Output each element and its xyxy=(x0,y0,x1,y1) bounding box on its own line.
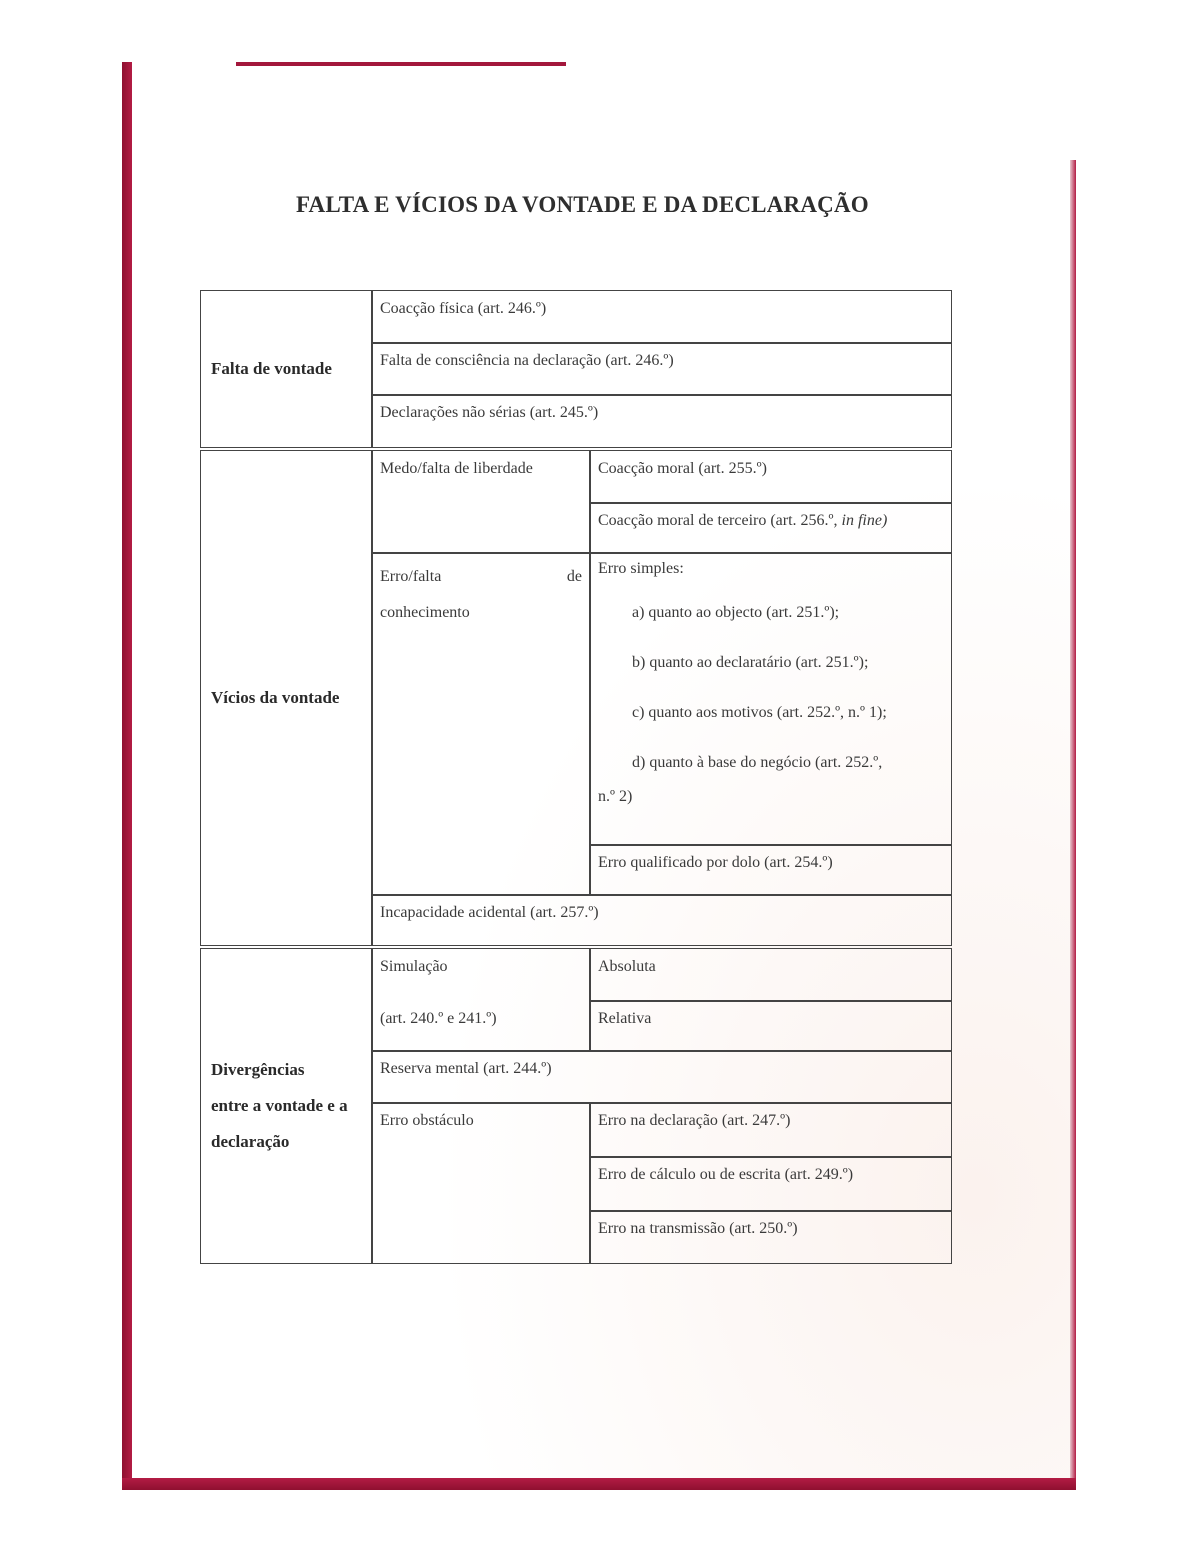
subcategory-simulacao xyxy=(371,948,591,1052)
simulacao-label: Simulação xyxy=(380,958,448,975)
row-simulacao-relativa: Relativa xyxy=(589,1000,952,1052)
simulacao-ref: (art. 240.º e 241.º) xyxy=(380,1010,497,1027)
backdrop-right xyxy=(1070,160,1076,1490)
erro-simples-d: d) quanto à base do negócio (art. 252.º, xyxy=(632,754,883,771)
row-falta-consciencia: Falta de consciência na declaração (art. 246.º) xyxy=(371,342,952,396)
subcategory-erro-obstaculo: Erro obstáculo xyxy=(371,1102,591,1264)
divergencias-line-3: declaração xyxy=(211,1132,290,1151)
row-coaccao-moral-terceiro xyxy=(589,502,952,554)
divergencias-line-1: Divergências xyxy=(211,1060,305,1079)
row-coaccao-moral: Coacção moral (art. 255.º) xyxy=(589,450,952,504)
erro-label-line xyxy=(380,559,582,595)
subcategory-erro-falta-conhecimento xyxy=(371,552,591,896)
row-erro-simples xyxy=(589,552,952,846)
page-title: FALTA E VÍCIOS DA VONTADE E DA DECLARAÇÃO xyxy=(296,192,869,217)
backdrop-left xyxy=(122,62,132,1490)
divergencias-line-2: entre a vontade e a xyxy=(211,1096,348,1115)
erro-simples-b: b) quanto ao declaratário (art. 251.º); xyxy=(632,654,869,671)
erro-simples-c: c) quanto aos motivos (art. 252.º, n.º 1); xyxy=(632,704,887,721)
erro-simples-a: a) quanto ao objecto (art. 251.º); xyxy=(632,604,840,621)
row-coaccao-fisica: Coacção física (art. 246.º) xyxy=(371,290,952,344)
subcategory-medo: Medo/falta de liberdade xyxy=(371,450,591,554)
row-reserva-mental: Reserva mental (art. 244.º) xyxy=(371,1050,952,1104)
erro-simples-heading: Erro simples: xyxy=(598,560,684,577)
coaccao-terceiro-text: Coacção moral de terceiro (art. 256.º, xyxy=(598,512,838,529)
row-erro-declaracao: Erro na declaração (art. 247.º) xyxy=(589,1102,952,1158)
in-fine-text: in fine) xyxy=(841,512,888,529)
erro-label-b: de xyxy=(566,568,582,585)
row-erro-qualificado-dolo: Erro qualificado por dolo (art. 254.º) xyxy=(589,844,952,896)
row-erro-calculo-escrita: Erro de cálculo ou de escrita (art. 249.º) xyxy=(589,1156,952,1212)
backdrop-bottom xyxy=(122,1478,1076,1490)
category-divergencias xyxy=(200,948,373,1264)
row-erro-transmissao: Erro na transmissão (art. 250.º) xyxy=(589,1210,952,1264)
erro-label-c: conhecimento xyxy=(380,604,470,621)
erro-label-a: Erro/falta xyxy=(380,568,442,585)
erro-simples-d-cont: n.º 2) xyxy=(598,788,633,805)
row-declaracoes-nao-serias: Declarações não sérias (art. 245.º) xyxy=(371,394,952,448)
row-simulacao-absoluta: Absoluta xyxy=(589,948,952,1002)
classification-table xyxy=(200,290,952,1264)
category-falta-de-vontade: Falta de vontade xyxy=(200,290,373,448)
category-vicios-da-vontade: Vícios da vontade xyxy=(200,450,373,946)
row-incapacidade-acidental: Incapacidade acidental (art. 257.º) xyxy=(371,894,952,946)
